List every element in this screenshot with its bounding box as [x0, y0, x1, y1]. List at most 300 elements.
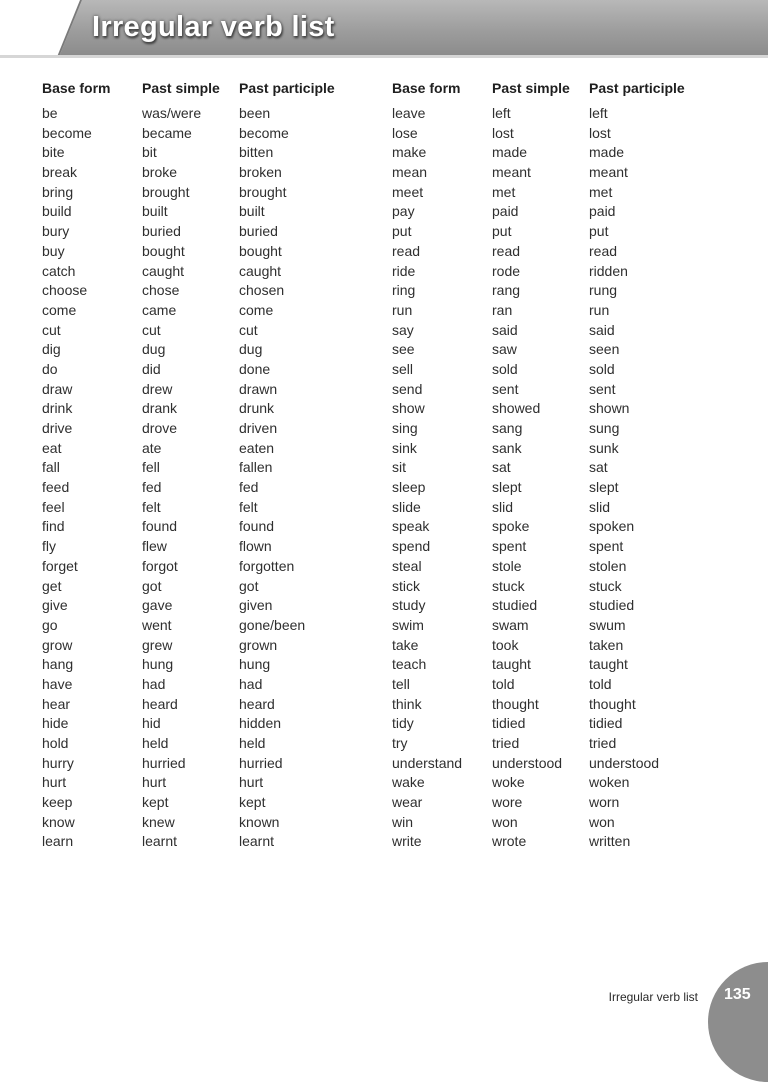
- base-form-cell: ride: [392, 262, 416, 279]
- past-participle-cell: studied: [589, 597, 635, 614]
- past-participle-cell: lost: [589, 124, 611, 141]
- table-row: [392, 399, 732, 419]
- base-form-cell: send: [392, 380, 423, 397]
- table-row: [392, 301, 732, 321]
- past-participle-cell: brought: [239, 183, 287, 200]
- past-participle-cell: got: [239, 577, 259, 594]
- table-row: [392, 498, 732, 518]
- table-row: [392, 222, 732, 242]
- table-row: [42, 793, 382, 813]
- past-participle-cell: spent: [589, 538, 624, 555]
- past-simple-cell: tidied: [492, 715, 526, 732]
- past-simple-cell: taught: [492, 656, 531, 673]
- base-form-cell: learn: [42, 833, 74, 850]
- header-base-form: Base form: [42, 80, 111, 96]
- past-simple-cell: paid: [492, 203, 519, 220]
- past-participle-cell: sunk: [589, 439, 619, 456]
- past-participle-cell: tried: [589, 735, 617, 751]
- past-participle-cell: fed: [239, 479, 259, 496]
- past-participle-cell: held: [239, 735, 266, 751]
- past-simple-cell: sang: [492, 420, 523, 436]
- past-participle-cell: done: [239, 360, 271, 377]
- past-simple-cell: bought: [142, 242, 185, 259]
- past-participle-cell: written: [589, 833, 631, 850]
- past-simple-cell: swam: [492, 616, 529, 633]
- table-row: [42, 714, 382, 734]
- base-form-cell: stick: [392, 577, 420, 594]
- past-simple-cell: stuck: [492, 577, 525, 594]
- past-simple-cell: slept: [492, 479, 522, 496]
- verb-rows-right: [392, 104, 732, 852]
- base-form-cell: have: [42, 675, 73, 692]
- table-row: [392, 183, 732, 203]
- verb-rows-left: [42, 104, 382, 852]
- past-participle-cell: slept: [589, 479, 619, 496]
- past-simple-cell: studied: [492, 597, 538, 614]
- past-participle-cell: gone/been: [239, 616, 306, 633]
- base-form-cell: feed: [42, 479, 70, 496]
- base-form-cell: study: [392, 597, 426, 614]
- table-row: [392, 124, 732, 144]
- past-simple-cell: ate: [142, 439, 162, 456]
- past-participle-cell: driven: [239, 420, 278, 436]
- table-row: [42, 202, 382, 222]
- table-row: [392, 596, 732, 616]
- base-form-cell: cut: [42, 321, 61, 338]
- base-form-cell: get: [42, 577, 62, 594]
- table-row: [42, 754, 382, 774]
- past-simple-cell: fed: [142, 479, 162, 496]
- table-row: [42, 163, 382, 183]
- base-form-cell: show: [392, 400, 425, 417]
- past-participle-cell: woken: [589, 774, 630, 791]
- table-row: [42, 242, 382, 262]
- table-row: [42, 380, 382, 400]
- base-form-cell: hang: [42, 656, 74, 673]
- table-row: [42, 813, 382, 833]
- base-form-cell: be: [42, 105, 58, 121]
- base-form-cell: meet: [392, 183, 424, 200]
- past-participle-cell: chosen: [239, 282, 285, 299]
- base-form-cell: hold: [42, 735, 69, 751]
- base-form-cell: put: [392, 223, 412, 240]
- past-participle-cell: hurried: [239, 754, 283, 771]
- past-participle-cell: slid: [589, 498, 611, 515]
- past-participle-cell: caught: [239, 262, 282, 279]
- past-participle-cell: drunk: [239, 400, 275, 417]
- past-participle-cell: been: [239, 105, 271, 121]
- past-participle-cell: built: [239, 203, 265, 220]
- past-simple-cell: brought: [142, 183, 190, 200]
- table-row: [42, 399, 382, 419]
- past-simple-cell: chose: [142, 282, 180, 299]
- base-form-cell: pay: [392, 203, 415, 220]
- past-simple-cell: held: [142, 735, 169, 751]
- table-row: [42, 636, 382, 656]
- table-row: [392, 517, 732, 537]
- past-participle-cell: dug: [239, 341, 263, 358]
- past-participle-cell: forgotten: [239, 557, 295, 574]
- past-participle-cell: thought: [589, 695, 636, 712]
- past-simple-cell: became: [142, 124, 192, 141]
- past-simple-cell: meant: [492, 164, 531, 181]
- base-form-cell: sell: [392, 360, 414, 377]
- past-simple-cell: thought: [492, 695, 539, 712]
- table-header: [392, 80, 732, 100]
- table-row: [42, 478, 382, 498]
- past-simple-cell: tried: [492, 735, 520, 751]
- base-form-cell: hide: [42, 715, 69, 732]
- base-form-cell: forget: [42, 557, 78, 574]
- past-participle-cell: cut: [239, 321, 258, 338]
- past-participle-cell: sat: [589, 459, 608, 476]
- base-form-cell: bring: [42, 183, 74, 200]
- banner-cutout: [0, 0, 82, 58]
- base-form-cell: mean: [392, 164, 428, 181]
- page-number-tab: [708, 962, 768, 1082]
- base-form-cell: sing: [392, 420, 418, 436]
- past-simple-cell: caught: [142, 262, 185, 279]
- past-participle-cell: come: [239, 301, 274, 318]
- base-form-cell: sleep: [392, 479, 426, 496]
- past-simple-cell: saw: [492, 341, 517, 358]
- table-row: [42, 616, 382, 636]
- past-simple-cell: met: [492, 183, 516, 200]
- past-simple-cell: went: [142, 616, 172, 633]
- past-participle-cell: kept: [239, 794, 266, 811]
- table-row: [42, 143, 382, 163]
- table-row: [42, 734, 382, 754]
- past-simple-cell: had: [142, 675, 166, 692]
- past-participle-cell: broken: [239, 164, 282, 181]
- past-participle-cell: ridden: [589, 262, 628, 279]
- title-banner: [0, 0, 768, 58]
- past-participle-cell: met: [589, 183, 613, 200]
- base-form-cell: find: [42, 518, 65, 535]
- past-participle-cell: run: [589, 301, 610, 318]
- past-simple-cell: broke: [142, 164, 178, 181]
- table-row: [42, 773, 382, 793]
- table-row: [392, 616, 732, 636]
- past-simple-cell: read: [492, 242, 521, 259]
- base-form-cell: keep: [42, 794, 73, 811]
- base-form-cell: take: [392, 636, 419, 653]
- table-row: [42, 340, 382, 360]
- base-form-cell: know: [42, 813, 75, 830]
- base-form-cell: fly: [42, 538, 56, 555]
- table-row: [392, 813, 732, 833]
- past-participle-cell: won: [589, 813, 615, 830]
- table-row: [42, 832, 382, 852]
- past-simple-cell: ran: [492, 301, 513, 318]
- table-row: [392, 754, 732, 774]
- past-simple-cell: told: [492, 675, 515, 692]
- past-simple-cell: showed: [492, 400, 541, 417]
- past-participle-cell: stolen: [589, 557, 627, 574]
- banner-shade: [0, 55, 768, 58]
- base-form-cell: make: [392, 144, 427, 161]
- past-simple-cell: wrote: [492, 833, 527, 850]
- table-row: [392, 577, 732, 597]
- base-form-cell: feel: [42, 498, 65, 515]
- past-simple-cell: rode: [492, 262, 521, 279]
- base-form-cell: do: [42, 360, 58, 377]
- table-row: [42, 557, 382, 577]
- past-simple-cell: grew: [142, 636, 173, 653]
- base-form-cell: build: [42, 203, 72, 220]
- past-participle-cell: flown: [239, 538, 272, 555]
- past-participle-cell: bitten: [239, 144, 274, 161]
- past-participle-cell: understood: [589, 754, 660, 771]
- past-simple-cell: took: [492, 636, 519, 653]
- table-row: [392, 262, 732, 282]
- table-row: [42, 360, 382, 380]
- table-header: [42, 80, 382, 100]
- table-row: [392, 321, 732, 341]
- base-form-cell: teach: [392, 656, 427, 673]
- past-simple-cell: hid: [142, 715, 161, 732]
- table-row: [392, 360, 732, 380]
- table-row: [42, 537, 382, 557]
- past-simple-cell: made: [492, 144, 528, 161]
- base-form-cell: say: [392, 321, 414, 338]
- past-participle-cell: hung: [239, 656, 271, 673]
- base-form-cell: give: [42, 597, 68, 614]
- table-row: [392, 439, 732, 459]
- past-simple-cell: cut: [142, 321, 161, 338]
- past-participle-cell: felt: [239, 498, 258, 515]
- past-participle-cell: eaten: [239, 439, 275, 456]
- base-form-cell: see: [392, 341, 415, 358]
- base-form-cell: drive: [42, 420, 73, 436]
- past-participle-cell: taken: [589, 636, 624, 653]
- table-row: [392, 832, 732, 852]
- past-simple-cell: won: [492, 813, 518, 830]
- table-row: [392, 202, 732, 222]
- past-participle-cell: spoken: [589, 518, 635, 535]
- table-row: [392, 163, 732, 183]
- past-participle-cell: had: [239, 675, 263, 692]
- base-form-cell: sink: [392, 439, 417, 456]
- past-participle-cell: swum: [589, 616, 626, 633]
- past-simple-cell: spent: [492, 538, 527, 555]
- past-participle-cell: made: [589, 144, 625, 161]
- past-participle-cell: stuck: [589, 577, 622, 594]
- past-participle-cell: grown: [239, 636, 278, 653]
- table-row: [42, 695, 382, 715]
- past-participle-cell: told: [589, 675, 612, 692]
- table-row: [392, 458, 732, 478]
- past-participle-cell: rung: [589, 282, 618, 299]
- past-simple-cell: came: [142, 301, 177, 318]
- past-simple-cell: bit: [142, 144, 157, 161]
- table-row: [42, 498, 382, 518]
- table-row: [42, 458, 382, 478]
- past-simple-cell: drank: [142, 400, 178, 417]
- past-simple-cell: built: [142, 203, 168, 220]
- page-title: Irregular verb list: [92, 11, 335, 43]
- table-row: [392, 143, 732, 163]
- table-row: [392, 695, 732, 715]
- past-participle-cell: shown: [589, 400, 630, 417]
- past-participle-cell: buried: [239, 223, 278, 240]
- past-participle-cell: found: [239, 518, 275, 535]
- past-simple-cell: slid: [492, 498, 514, 515]
- past-simple-cell: hung: [142, 656, 174, 673]
- past-simple-cell: got: [142, 577, 162, 594]
- past-participle-cell: sent: [589, 380, 616, 397]
- past-participle-cell: learnt: [239, 833, 275, 850]
- past-participle-cell: fallen: [239, 459, 273, 476]
- table-row: [392, 380, 732, 400]
- base-form-cell: win: [392, 813, 414, 830]
- past-simple-cell: did: [142, 360, 161, 377]
- past-participle-cell: hurt: [239, 774, 264, 791]
- table-row: [42, 183, 382, 203]
- past-participle-cell: bought: [239, 242, 282, 259]
- table-row: [42, 281, 382, 301]
- past-participle-cell: put: [589, 223, 609, 240]
- past-participle-cell: left: [589, 105, 608, 121]
- past-participle-cell: paid: [589, 203, 616, 220]
- table-row: [392, 734, 732, 754]
- past-simple-cell: hurried: [142, 754, 186, 771]
- past-participle-cell: given: [239, 597, 273, 614]
- base-form-cell: try: [392, 735, 408, 751]
- past-participle-cell: said: [589, 321, 615, 338]
- base-form-cell: swim: [392, 616, 424, 633]
- table-row: [392, 714, 732, 734]
- past-simple-cell: sat: [492, 459, 511, 476]
- table-row: [42, 104, 382, 124]
- base-form-cell: eat: [42, 439, 62, 456]
- past-simple-cell: stole: [492, 557, 522, 574]
- verb-table-left: [42, 80, 382, 852]
- table-row: [42, 577, 382, 597]
- base-form-cell: become: [42, 124, 92, 141]
- table-row: [392, 242, 732, 262]
- table-row: [392, 104, 732, 124]
- past-participle-cell: tidied: [589, 715, 623, 732]
- base-form-cell: buy: [42, 242, 65, 259]
- page-number: 135: [724, 986, 751, 1003]
- table-row: [392, 675, 732, 695]
- base-form-cell: bite: [42, 144, 65, 161]
- header-past-simple: Past simple: [142, 80, 220, 96]
- base-form-cell: speak: [392, 518, 430, 535]
- base-form-cell: write: [392, 833, 422, 850]
- table-row: [42, 439, 382, 459]
- table-row: [42, 596, 382, 616]
- past-simple-cell: gave: [142, 597, 173, 614]
- base-form-cell: hurry: [42, 754, 74, 771]
- table-row: [392, 655, 732, 675]
- past-participle-cell: sung: [589, 420, 620, 436]
- past-simple-cell: sent: [492, 380, 519, 397]
- base-form-cell: lose: [392, 124, 418, 141]
- base-form-cell: run: [392, 301, 413, 318]
- past-simple-cell: sold: [492, 360, 518, 377]
- past-simple-cell: drew: [142, 380, 173, 397]
- past-simple-cell: hurt: [142, 774, 167, 791]
- header-past-participle: Past participle: [239, 80, 335, 96]
- base-form-cell: fall: [42, 459, 60, 476]
- past-participle-cell: meant: [589, 164, 628, 181]
- past-simple-cell: said: [492, 321, 518, 338]
- table-row: [42, 655, 382, 675]
- past-participle-cell: drawn: [239, 380, 278, 397]
- past-participle-cell: known: [239, 813, 280, 830]
- table-row: [42, 675, 382, 695]
- past-simple-cell: left: [492, 105, 511, 121]
- past-participle-cell: taught: [589, 656, 628, 673]
- table-row: [392, 281, 732, 301]
- footer-label: Irregular verb list: [608, 990, 698, 1004]
- past-simple-cell: fell: [142, 459, 160, 476]
- past-simple-cell: wore: [492, 794, 523, 811]
- base-form-cell: wake: [392, 774, 425, 791]
- table-row: [392, 537, 732, 557]
- table-row: [42, 321, 382, 341]
- table-row: [392, 419, 732, 439]
- base-form-cell: tell: [392, 675, 410, 692]
- base-form-cell: spend: [392, 538, 431, 555]
- past-participle-cell: hidden: [239, 715, 282, 732]
- table-row: [42, 419, 382, 439]
- past-simple-cell: dug: [142, 341, 166, 358]
- base-form-cell: break: [42, 164, 78, 181]
- past-participle-cell: heard: [239, 695, 275, 712]
- base-form-cell: choose: [42, 282, 88, 299]
- table-row: [392, 793, 732, 813]
- table-row: [42, 222, 382, 242]
- past-simple-cell: heard: [142, 695, 178, 712]
- base-form-cell: hear: [42, 695, 71, 712]
- table-row: [42, 517, 382, 537]
- base-form-cell: go: [42, 616, 58, 633]
- base-form-cell: leave: [392, 105, 426, 121]
- header-base-form: Base form: [392, 80, 461, 96]
- past-simple-cell: understood: [492, 754, 563, 771]
- verb-table-right: [392, 80, 732, 852]
- past-simple-cell: learnt: [142, 833, 178, 850]
- past-simple-cell: felt: [142, 498, 161, 515]
- past-participle-cell: worn: [589, 794, 620, 811]
- base-form-cell: read: [392, 242, 421, 259]
- base-form-cell: ring: [392, 282, 416, 299]
- base-form-cell: think: [392, 695, 422, 712]
- base-form-cell: bury: [42, 223, 70, 240]
- base-form-cell: slide: [392, 498, 421, 515]
- past-simple-cell: lost: [492, 124, 514, 141]
- past-participle-cell: seen: [589, 341, 620, 358]
- past-simple-cell: knew: [142, 813, 175, 830]
- past-simple-cell: flew: [142, 538, 167, 555]
- past-simple-cell: was/were: [142, 105, 202, 121]
- base-form-cell: wear: [392, 794, 423, 811]
- past-simple-cell: put: [492, 223, 512, 240]
- table-row: [42, 124, 382, 144]
- past-simple-cell: sank: [492, 439, 522, 456]
- base-form-cell: drink: [42, 400, 73, 417]
- table-row: [392, 340, 732, 360]
- base-form-cell: draw: [42, 380, 73, 397]
- table-row: [42, 262, 382, 282]
- past-participle-cell: read: [589, 242, 618, 259]
- table-row: [392, 636, 732, 656]
- past-simple-cell: kept: [142, 794, 169, 811]
- header-past-participle: Past participle: [589, 80, 685, 96]
